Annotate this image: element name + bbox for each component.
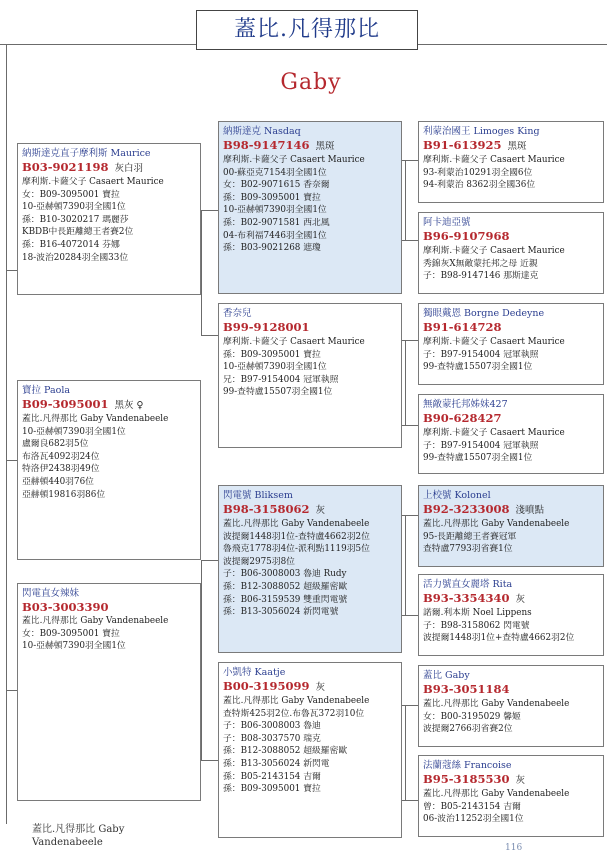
detail-line: 93-利蒙治10291羽全國6位: [423, 167, 533, 178]
detail-line: 99-查特盧15507羽全國1位: [423, 362, 533, 373]
ring-number: B93-3051184: [423, 682, 510, 696]
feather-color: 灰: [515, 775, 526, 786]
ring-number-row: [423, 772, 599, 788]
footer-line: Vandenabeele: [32, 837, 103, 848]
pigeon-name: 小凱特 Kaatje: [223, 667, 286, 678]
ring-number: B03-3003390: [22, 600, 109, 614]
ring-number: B00-3195099: [223, 679, 310, 693]
pigeon-name: 香奈兒: [223, 308, 252, 319]
detail-line: 查特盧7793羽省賽1位: [423, 544, 513, 555]
ring-number: B96-9107968: [423, 229, 510, 243]
pigeon-name: 納斯達克 Nasdaq: [223, 126, 301, 137]
connector-line: [405, 515, 406, 615]
pigeon-name: Gaby: [280, 70, 342, 95]
feather-color: 灰: [315, 682, 326, 693]
ddd-card: [418, 755, 604, 837]
detail-line: 孫：B12-3088052 超級羅密歐: [223, 581, 348, 592]
detail-line: 摩利斯.卡薩父子 Casaert Maurice: [223, 155, 365, 165]
connector-line: [201, 210, 202, 335]
ssd-card: [418, 212, 604, 294]
detail-line: 10-亞赫頓7390羽全國1位: [223, 205, 327, 216]
detail-line: 亞赫頓440羽76位: [22, 476, 94, 487]
sss-card: [418, 121, 604, 203]
detail-line: 諾爾.利本斯 Noel Lippens: [423, 608, 532, 618]
ring-number-row: [423, 411, 599, 427]
ring-number: B03-9021198: [22, 160, 109, 174]
dss-card: [418, 485, 604, 567]
detail-line: 子：B06-3008003 魯迪 Rudy: [223, 569, 347, 580]
sire-card: [17, 143, 201, 295]
detail-line: 蓋比.凡得那比 Gaby Vandenabeele: [22, 616, 169, 626]
connector-line: [201, 210, 218, 211]
ring-number-row: [423, 320, 599, 336]
ring-number-row: [423, 591, 599, 607]
detail-line: 孫：B03-9021268 遮瓊: [223, 243, 321, 254]
pigeon-name: 法蘭蔻絲 Francoise: [423, 760, 512, 771]
detail-line: 孫：B16-4072014 芬娜: [22, 239, 120, 250]
detail-line: 99-查特盧15507羽全國1位: [423, 453, 533, 464]
detail-line: 摩利斯.卡薩父子 Casaert Maurice: [423, 337, 565, 347]
detail-line: 孫：B12-3088052 超級羅密歐: [223, 746, 348, 757]
connector-line: [402, 705, 418, 706]
detail-line: 子：B98-9147146 那斯達克: [423, 271, 539, 282]
connector-line: [6, 44, 7, 824]
detail-line: 10-亞赫頓7390羽全國1位: [223, 362, 327, 373]
feather-color: 黑斑: [315, 141, 335, 152]
ring-number-row: [423, 502, 599, 518]
connector-line: [201, 760, 218, 761]
detail-line: 孫：B13-3056024 新閃電: [223, 758, 330, 769]
connector-line: [405, 705, 406, 800]
detail-line: 18-波治20284羽全國33位: [22, 252, 129, 263]
pigeon-name: 閃電直女辣妹: [22, 588, 80, 599]
detail-line: 蓋比.凡得那比 Gaby Vandenabeele: [423, 699, 570, 709]
connector-line: [405, 160, 406, 240]
detail-line: 孫：B10-3020217 瑪麗莎: [22, 214, 129, 225]
connector-line: [402, 515, 418, 516]
connector-line: [405, 340, 406, 425]
ring-number: B98-3158062: [223, 502, 310, 516]
connector-line: [0, 44, 196, 45]
ring-number: B99-9128001: [223, 320, 310, 334]
connector-line: [402, 425, 418, 426]
detail-line: 94-利蒙治 8362羽全國36位: [423, 180, 536, 191]
detail-line: 孫：B09-3095001 寶拉: [223, 192, 321, 203]
ring-number: B91-614728: [423, 320, 502, 334]
ring-number-row: [22, 160, 196, 176]
ring-number-row: [423, 229, 599, 245]
ring-number-row: [22, 600, 196, 615]
ring-number-row: [223, 138, 397, 154]
sire-dam-card: [218, 303, 402, 448]
ring-number: B95-3185530: [423, 772, 510, 786]
connector-line: [201, 335, 218, 336]
detail-line: 蓋比.凡得那比 Gaby Vandenabeele: [22, 414, 169, 424]
connector-line: [402, 340, 418, 341]
detail-line: 波提爾2766羽省賽2位: [423, 724, 513, 735]
detail-line: 蓋比.凡得那比 Gaby Vandenabeele: [223, 519, 370, 529]
ring-number-row: [22, 397, 196, 413]
sds-card: [418, 303, 604, 385]
detail-line: 秀錦灰X無敵蒙托邦之母 近親: [423, 258, 538, 269]
pigeon-name: 獨眼戴恩 Borgne Dedeyne: [423, 308, 545, 319]
detail-line: 子：B08-3037570 瑞克: [223, 733, 321, 744]
ring-number-row: [423, 682, 599, 698]
detail-line: 子：B97-9154004 冠軍執照: [423, 349, 539, 360]
detail-line: 女：B02-9071615 香奈爾: [223, 180, 330, 191]
pigeon-name: 阿卡迪亞號: [423, 217, 471, 228]
pigeon-name: 閃電號 Bliksem: [223, 490, 293, 501]
detail-line: 查特斯425羽2位.布魯瓦372羽10位: [223, 708, 365, 719]
detail-line: 孫：B09-3095001 寶拉: [223, 784, 321, 795]
pigeon-name: 上校號 Kolonel: [423, 490, 491, 501]
detail-line: 04-布利福7446羽全國1位: [223, 230, 327, 241]
detail-line: 蓋比.凡得那比 Gaby Vandenabeele: [223, 696, 370, 706]
detail-line: 95-長距離總王者賽冠軍: [423, 531, 517, 542]
ring-number-row: [223, 679, 397, 695]
detail-line: 布洛瓦4092羽24位: [22, 451, 100, 462]
feather-color: 黑灰 ♀: [114, 400, 144, 411]
connector-line: [402, 240, 418, 241]
pigeon-name: 無敵蒙托邦姊妹427: [423, 399, 508, 410]
detail-line: 摩利斯.卡薩父子 Casaert Maurice: [22, 177, 164, 187]
page-title: 蓋比.凡得那比: [234, 17, 380, 42]
feather-color: 灰白羽: [114, 163, 144, 174]
detail-line: 摩利斯.卡薩父子 Casaert Maurice: [423, 155, 565, 165]
sdd-card: [418, 394, 604, 474]
connector-line: [201, 560, 202, 760]
detail-line: KBDB中長距離總王者賽2位: [22, 227, 134, 238]
detail-line: 蓋比.凡得那比 Gaby Vandenabeele: [423, 519, 570, 529]
detail-line: 女：B09-3095001 寶拉: [22, 189, 120, 200]
sibling-card: [17, 583, 201, 801]
pigeon-name: 寶拉 Paola: [22, 385, 71, 396]
connector-line: [402, 160, 418, 161]
detail-line: 波提爾1448羽1位+查特盧4662羽2位: [423, 633, 575, 644]
detail-line: 女：B00-3195029 馨姬: [423, 711, 521, 722]
ring-number: B09-3095001: [22, 397, 109, 411]
detail-line: 10-亞赫頓7390羽全國1位: [22, 202, 126, 213]
detail-line: 波提爾2975羽8位: [223, 556, 295, 567]
pigeon-name: 利蒙治國王 Limoges King: [423, 126, 540, 137]
detail-line: 子：B98-3158062 閃電號: [423, 620, 530, 631]
feather-color: 灰: [315, 505, 326, 516]
detail-line: 蓋比.凡得那比 Gaby Vandenabeele: [423, 789, 570, 799]
connector-line: [418, 44, 607, 45]
detail-line: 摩利斯.卡薩父子 Casaert Maurice: [223, 337, 365, 347]
detail-line: 06-波治11252羽全國1位: [423, 814, 524, 825]
dds-card: [418, 665, 604, 747]
ring-number-row: [223, 502, 397, 518]
pigeon-name: 納斯達克直子摩利斯 Maurice: [22, 148, 151, 159]
detail-line: 特洛伊2438羽49位: [22, 464, 100, 475]
connector-line: [402, 800, 418, 801]
detail-line: 孫：B13-3056024 新閃電號: [223, 607, 339, 618]
detail-line: 亞赫頓19816羽86位: [22, 489, 106, 500]
ring-number: B98-9147146: [223, 138, 310, 152]
title-box: [196, 10, 418, 50]
detail-line: 孫：B02-9071581 西北風: [223, 217, 330, 228]
detail-line: 波提爾1448羽1位-查特盧4662羽2位: [223, 531, 370, 542]
ring-number: B91-613925: [423, 138, 502, 152]
feather-color: 黑斑: [507, 141, 527, 152]
footer-line: 蓋比.凡得那比 Gaby: [32, 824, 125, 835]
connector-line: [402, 615, 418, 616]
detail-line: 摩利斯.卡薩父子 Casaert Maurice: [423, 246, 565, 256]
detail-line: 魯飛克1778羽4位-派利點1119羽5位: [223, 544, 370, 555]
feather-color: 灰: [515, 594, 526, 605]
detail-line: 孫：B05-2143154 吉爾: [223, 771, 321, 782]
sire-sire-card: [218, 121, 402, 294]
ring-number-row: [223, 320, 397, 336]
pigeon-name: 蓋比 Gaby: [423, 670, 470, 681]
ring-number: B90-628427: [423, 411, 502, 425]
detail-line: 子：B06-3008003 魯迪: [223, 721, 321, 732]
detail-line: 10-亞赫頓7390羽全國1位: [22, 641, 126, 652]
detail-line: 摩利斯.卡薩父子 Casaert Maurice: [423, 428, 565, 438]
ring-number: B92-3233008: [423, 502, 510, 516]
detail-line: 盧爾良682羽5位: [22, 439, 89, 450]
dsd-card: [418, 574, 604, 656]
detail-line: 子：B97-9154004 冠軍執照: [423, 440, 539, 451]
footer: [32, 823, 124, 849]
detail-line: 曾：B05-2143154 吉爾: [423, 801, 521, 812]
connector-line: [201, 560, 218, 561]
feather-color: 淺噴點: [515, 505, 545, 516]
detail-line: 兄：B97-9154004 冠軍執照: [223, 374, 339, 385]
page-number: 116: [505, 843, 523, 853]
detail-line: 99-查特盧15507羽全國1位: [223, 387, 333, 398]
dam-dam-card: [218, 662, 402, 838]
ring-number-row: [423, 138, 599, 154]
pigeon-name: 活力號直女麗塔 Rita: [423, 579, 513, 590]
detail-line: 10-亞赫頓7390羽全國1位: [22, 426, 126, 437]
dam-sire-card: [218, 485, 402, 653]
detail-line: 00-蘇亞克7154羽全國1位: [223, 167, 327, 178]
detail-line: 孫：B09-3095001 寶拉: [223, 349, 321, 360]
detail-line: 女：B09-3095001 寶拉: [22, 628, 120, 639]
detail-line: 孫：B06-3159539 雙重閃電號: [223, 594, 348, 605]
ring-number: B93-3354340: [423, 591, 510, 605]
dam-card: [17, 380, 201, 560]
